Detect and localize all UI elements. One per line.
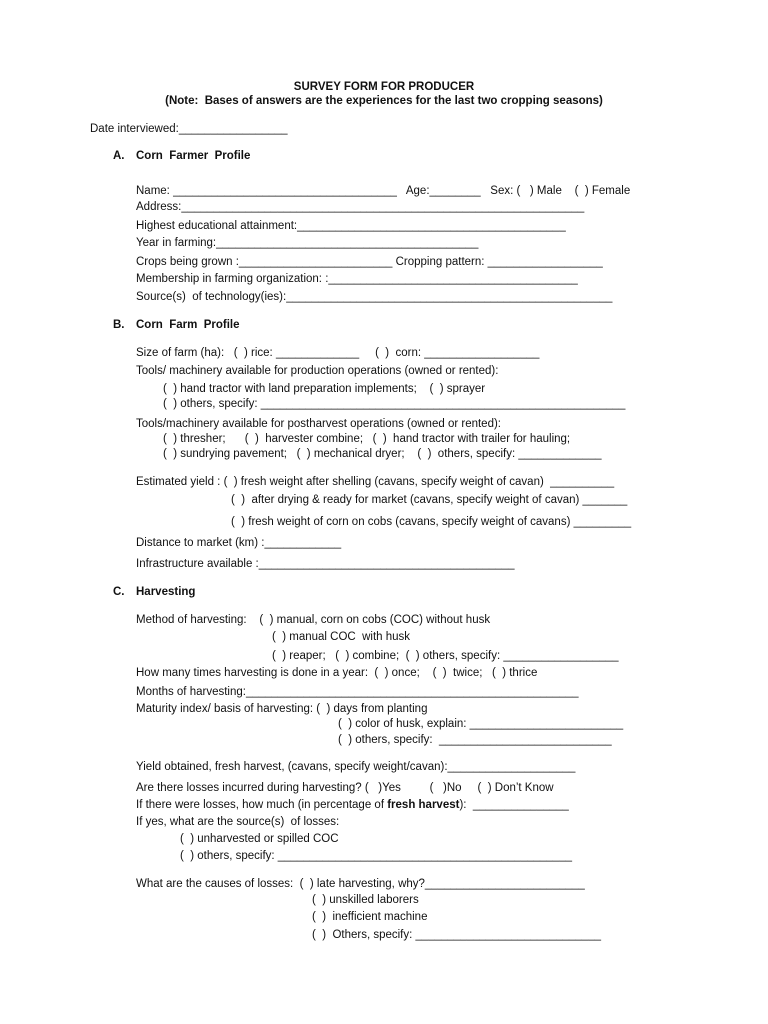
maturity-index-option-2[interactable]: ( ) color of husk, explain: ________________________ — [338, 718, 624, 730]
section-a-letter: A. — [113, 150, 125, 162]
form-title: SURVEY FORM FOR PRODUCER — [293, 81, 475, 93]
harvest-months-field[interactable]: Months of harvesting:____________________________________________________ — [136, 686, 579, 698]
section-b-letter: B. — [113, 319, 125, 331]
tools-postharvest-options-1[interactable]: ( ) thresher; ( ) harvester combine; ( ) hand tractor with trailer for hauling; — [163, 433, 571, 445]
section-b-heading: Corn Farm Profile — [136, 319, 240, 331]
section-c-heading: Harvesting — [136, 586, 196, 598]
distance-to-market-field[interactable]: Distance to market (km) :____________ — [136, 537, 342, 549]
date-interviewed-field[interactable]: Date interviewed:_________________ — [90, 123, 288, 135]
loss-sources-label: If yes, what are the source(s) of losses: — [136, 816, 340, 828]
education-field[interactable]: Highest educational attainment:__________________________________________ — [136, 220, 566, 232]
losses-amount-field[interactable] — [136, 798, 569, 812]
membership-field[interactable]: Membership in farming organization: :_______________________________________ — [136, 273, 578, 285]
maturity-index-option-1[interactable]: Maturity index/ basis of harvesting: ( ) days from planting — [136, 703, 428, 715]
crops-pattern-field[interactable]: Crops being grown :________________________ Cropping pattern: __________________ — [136, 256, 603, 268]
section-c-letter: C. — [113, 586, 125, 598]
estimated-yield-option-2[interactable]: ( ) after drying & ready for market (cavans, specify weight of cavan) _______ — [231, 494, 628, 506]
form-note: (Note: Bases of answers are the experiences for the last two cropping seasons) — [165, 95, 603, 107]
losses-amount-blank: ): _______________ — [459, 799, 569, 811]
name-age-sex-field[interactable]: Name: ___________________________________ Age:________ Sex: ( ) Male ( ) Female — [136, 185, 631, 197]
loss-cause-option-4[interactable]: ( ) Others, specify: _____________________________ — [312, 929, 601, 941]
tools-production-label: Tools/ machinery available for production operations (owned or rented): — [136, 365, 499, 377]
loss-cause-option-2[interactable]: ( ) unskilled laborers — [312, 894, 419, 906]
estimated-yield-option-1[interactable]: Estimated yield : ( ) fresh weight after shelling (cavans, specify weight of cavan) __________ — [136, 476, 615, 488]
tools-postharvest-options-2[interactable]: ( ) sundrying pavement; ( ) mechanical dryer; ( ) others, specify: _____________ — [163, 448, 602, 460]
harvest-method-option-1[interactable]: Method of harvesting: ( ) manual, corn on cobs (COC) without husk — [136, 614, 491, 626]
year-in-farming-field[interactable]: Year in farming:_________________________________________ — [136, 237, 479, 249]
harvest-method-option-3[interactable]: ( ) reaper; ( ) combine; ( ) others, specify: __________________ — [272, 650, 619, 662]
estimated-yield-option-3[interactable]: ( ) fresh weight of corn on cobs (cavans, specify weight of cavans) _________ — [231, 516, 632, 528]
loss-source-option-1[interactable]: ( ) unharvested or spilled COC — [180, 833, 339, 845]
address-field[interactable]: Address:_______________________________________________________________ — [136, 201, 585, 213]
losses-question[interactable]: Are there losses incurred during harvesting? ( )Yes ( )No ( ) Don’t Know — [136, 782, 554, 794]
tools-postharvest-label: Tools/machinery available for postharvest operations (owned or rented): — [136, 418, 501, 430]
maturity-index-option-3[interactable]: ( ) others, specify: ___________________________ — [338, 734, 612, 746]
loss-cause-option-3[interactable]: ( ) inefficient machine — [312, 911, 428, 923]
section-a-heading: Corn Farmer Profile — [136, 150, 251, 162]
loss-cause-option-1[interactable]: What are the causes of losses: ( ) late harvesting, why?_________________________ — [136, 878, 585, 890]
loss-source-option-2[interactable]: ( ) others, specify: ______________________________________________ — [180, 850, 572, 862]
harvest-method-option-2[interactable]: ( ) manual COC with husk — [272, 631, 411, 643]
farm-size-field[interactable]: Size of farm (ha): ( ) rice: _____________ ( ) corn: __________________ — [136, 347, 540, 359]
losses-amount-emphasis: fresh harvest — [387, 799, 460, 811]
yield-obtained-field[interactable]: Yield obtained, fresh harvest, (cavans, specify weight/cavan):____________________ — [136, 761, 576, 773]
technology-source-field[interactable]: Source(s) of technology(ies):___________________________________________________ — [136, 291, 613, 303]
tools-production-options[interactable]: ( ) hand tractor with land preparation implements; ( ) sprayer — [163, 383, 486, 395]
losses-amount-label: If there were losses, how much (in percentage of — [136, 799, 388, 811]
infrastructure-field[interactable]: Infrastructure available :________________________________________ — [136, 558, 515, 570]
harvest-frequency-field[interactable]: How many times harvesting is done in a year: ( ) once; ( ) twice; ( ) thrice — [136, 667, 538, 679]
tools-production-others[interactable]: ( ) others, specify: _________________________________________________________ — [163, 398, 626, 410]
